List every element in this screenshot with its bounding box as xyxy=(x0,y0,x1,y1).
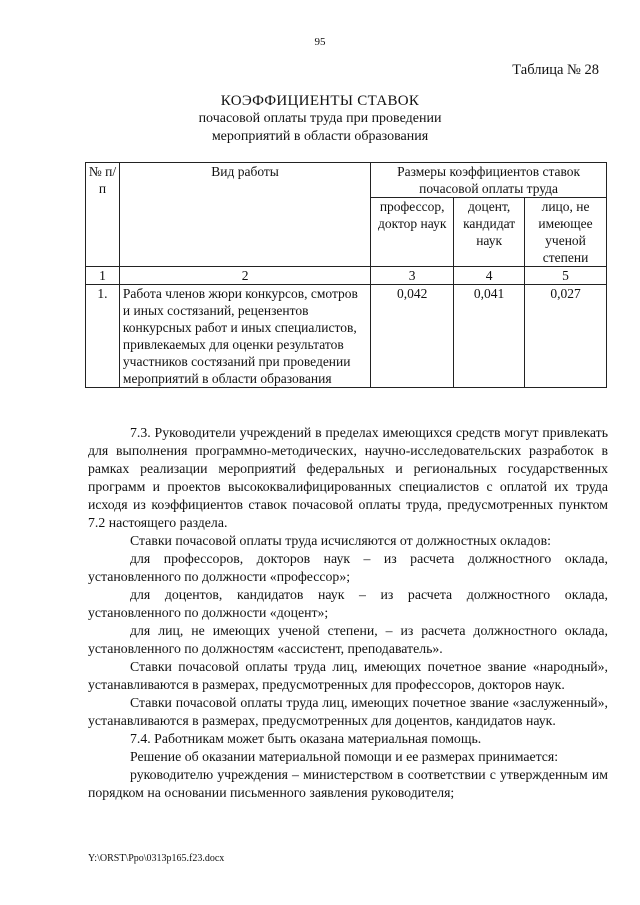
row-num: 1. xyxy=(86,285,120,388)
body-text xyxy=(88,424,608,802)
header-professor: профессор, доктор наук xyxy=(371,198,454,267)
table-header-row xyxy=(86,163,607,198)
header-no-degree: лицо, не имеющее ученой степени xyxy=(525,198,607,267)
table-label: Таблица № 28 xyxy=(512,62,599,78)
row-professor-value: 0,042 xyxy=(371,285,454,388)
header-num: № п/п xyxy=(86,163,120,267)
header-work: Вид работы xyxy=(119,163,370,267)
paragraph: Ставки почасовой оплаты труда лиц, имеющих почетное звание «народный», устанавливаются в размерах, предусмотренных для профессоров, докторов наук. xyxy=(88,659,608,692)
col-number: 4 xyxy=(454,267,525,285)
col-number: 2 xyxy=(119,267,370,285)
column-number-row xyxy=(86,267,607,285)
col-number: 1 xyxy=(86,267,120,285)
paragraph: для доцентов, кандидатов наук – из расчета должностного оклада, установленного по должности «доцент»; xyxy=(88,587,608,620)
header-docent: доцент, кандидат наук xyxy=(454,198,525,267)
col-number: 5 xyxy=(525,267,607,285)
paragraph: Ставки почасовой оплаты труда лиц, имеющих почетное звание «заслуженный», устанавливаются в размерах, предусмотренных для доцентов, кандидатов наук. xyxy=(88,695,608,728)
paragraph: для профессоров, докторов наук – из расчета должностного оклада, установленного по должности «профессор»; xyxy=(88,551,608,584)
page-number: 95 xyxy=(314,36,326,48)
paragraph: 7.4. Работникам может быть оказана материальная помощь. xyxy=(130,731,482,746)
row-no-degree-value: 0,027 xyxy=(525,285,607,388)
title-line-3: мероприятий в области образования xyxy=(211,129,429,144)
row-docent-value: 0,041 xyxy=(454,285,525,388)
paragraph: Ставки почасовой оплаты труда исчисляются от должностных окладов: xyxy=(130,533,551,548)
row-work: Работа членов жюри конкурсов, смотров и иных состязаний, рецензентов конкурсных работ и иных специалистов, привлекаемых для оценки результатов участников состязаний при проведении мероприятий в области образования xyxy=(119,285,370,388)
title-line-2: почасовой оплаты труда при проведении xyxy=(198,111,442,126)
paragraph: Решение об оказании материальной помощи и ее размерах принимается: xyxy=(130,749,559,764)
table-row xyxy=(86,285,607,388)
paragraph: руководителю учреждения – министерством в соответствии с утвержденным им порядком на основании письменного заявления руководителя; xyxy=(88,767,608,800)
document-title xyxy=(0,92,640,146)
footer-file-path: Y:\ORST\Ppo\0313p165.f23.docx xyxy=(88,853,225,864)
paragraph: 7.3. Руководители учреждений в пределах имеющихся средств могут привлекать для выполнения программно-методических, научно-исследовательских разработок в рамках реализации мероприятий федеральных и региональных государственных программ и проектов высококвалифицированных специалистов с оплатой их труда исходя из коэффициентов ставок почасовой оплаты труда, предусмотренных пунктом 7.2 настоящего раздела. xyxy=(88,425,608,530)
title-main: КОЭФФИЦИЕНТЫ СТАВОК xyxy=(220,93,420,109)
paragraph: для лиц, не имеющих ученой степени, – из расчета должностного оклада, установленного по должностям «ассистент, преподаватель». xyxy=(88,623,608,656)
coefficients-table xyxy=(85,162,607,388)
col-number: 3 xyxy=(371,267,454,285)
header-sizes: Размеры коэффициентов ставок почасовой оплаты труда xyxy=(371,163,607,198)
